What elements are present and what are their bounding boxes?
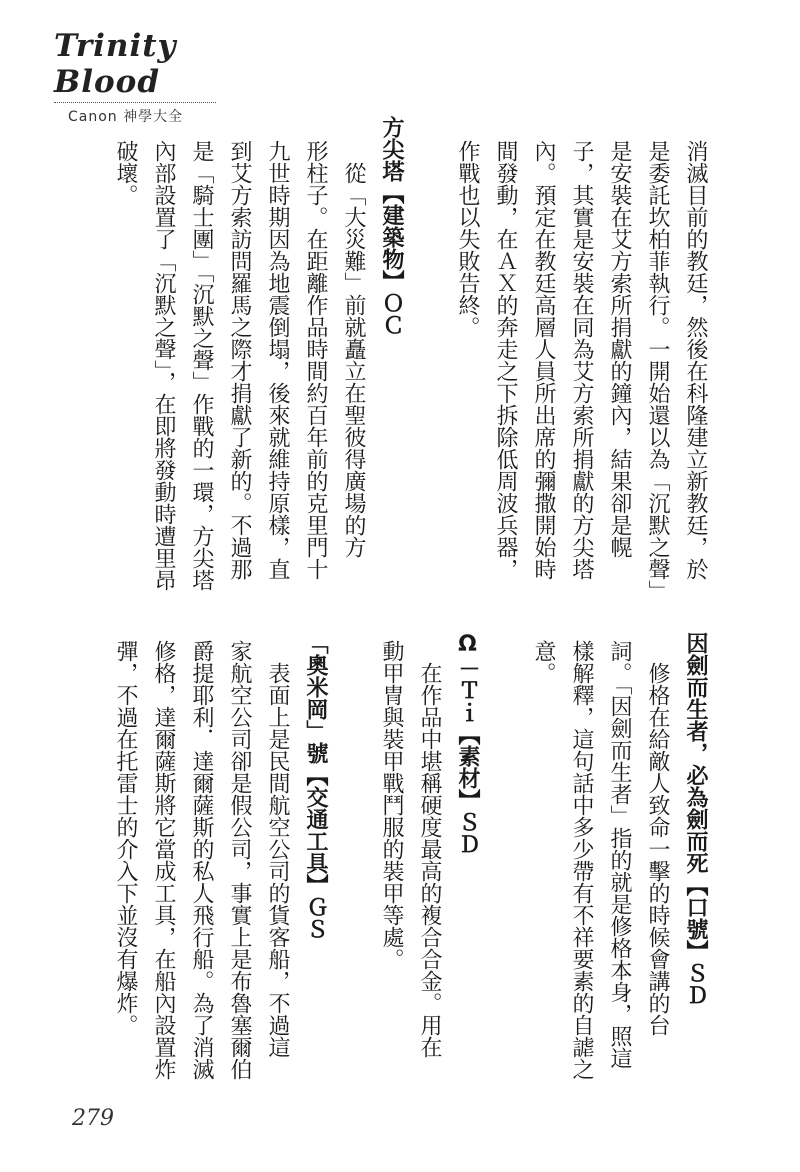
text-column: 從「大災難」前就矗立在聖彼得廣場的方 (341, 140, 366, 558)
book-subtitle: Canon 神學大全 (68, 109, 184, 125)
text-column: 破壞。 (113, 140, 138, 206)
text-column: 修格在給敵人致命一擊的時候會講的台 (645, 640, 670, 1036)
series-title: Trinity Blood (54, 28, 177, 100)
text-column: 是「騎士團」「沉默之聲」作戰的一環，方尖塔 (189, 140, 214, 591)
text-column: 樣解釋，這句話中多少帶有不祥要素的自謔之 (569, 640, 594, 1080)
text-column: 修格，達爾薩斯將它當成工具，在船內設置炸 (151, 640, 176, 1080)
text-column: 意。 (531, 640, 556, 684)
text-column: 家航空公司卻是假公司，事實上是布魯塞爾伯 (227, 640, 252, 1080)
text-column: 是安裝在艾方索所捐獻的鐘內，結果卻是幌 (607, 140, 632, 558)
text-column: 是委託坎柏菲執行。一開始還以為「沉默之聲」 (645, 140, 670, 602)
text-column: 間發動，在ＡＸ的奔走之下拆除低周波兵器， (493, 140, 518, 580)
entry-heading: Ω－Ｔｉ【素材】ＳＤ (455, 632, 480, 855)
text-column: 消滅目前的教廷，然後在科隆建立新教廷，於 (683, 140, 708, 580)
text-column: 九世時期因為地震倒塌，後來就維持原樣，直 (265, 140, 290, 580)
text-column: 彈，不過在托雷士的介入下並沒有爆炸。 (113, 640, 138, 1036)
text-column: 子，其實是安裝在同為艾方索所捐獻的方尖塔 (569, 140, 594, 580)
entry-heading: 「奧米岡」號【交通工具】ＧＳ (303, 632, 328, 940)
text-column: 在作品中堪稱硬度最高的複合合金。用在 (417, 640, 442, 1058)
text-column: 動甲冑與裝甲戰鬥服的裝甲等處。 (379, 640, 404, 970)
entry-heading: 因劍而生者，必為劍而死【口號】ＳＤ (683, 632, 708, 1006)
text-column: 作戰也以失敗告終。 (455, 140, 480, 338)
text-column: 內。預定在教廷高層人員所出席的彌撒開始時 (531, 140, 556, 580)
text-column: 爵提耶利．達爾薩斯的私人飛行船。為了消滅 (189, 640, 214, 1080)
text-column: 表面上是民間航空公司的貨客船，不過這 (265, 640, 290, 1058)
running-header (54, 28, 224, 126)
entry-heading: 方尖塔【建築物】ＯＣ (379, 116, 404, 336)
text-column: 內部設置了「沉默之聲」，在即將發動時遭里昂 (151, 140, 176, 591)
header-divider (54, 102, 216, 103)
text-column: 形柱子。在距離作品時間約百年前的克里門十 (303, 140, 328, 580)
text-column: 到艾方索訪問羅馬之際才捐獻了新的。不過那 (227, 140, 252, 580)
page-number: 279 (72, 1106, 114, 1131)
text-column: 詞。「因劍而生者」指的就是修格本身，照這 (607, 640, 632, 1069)
